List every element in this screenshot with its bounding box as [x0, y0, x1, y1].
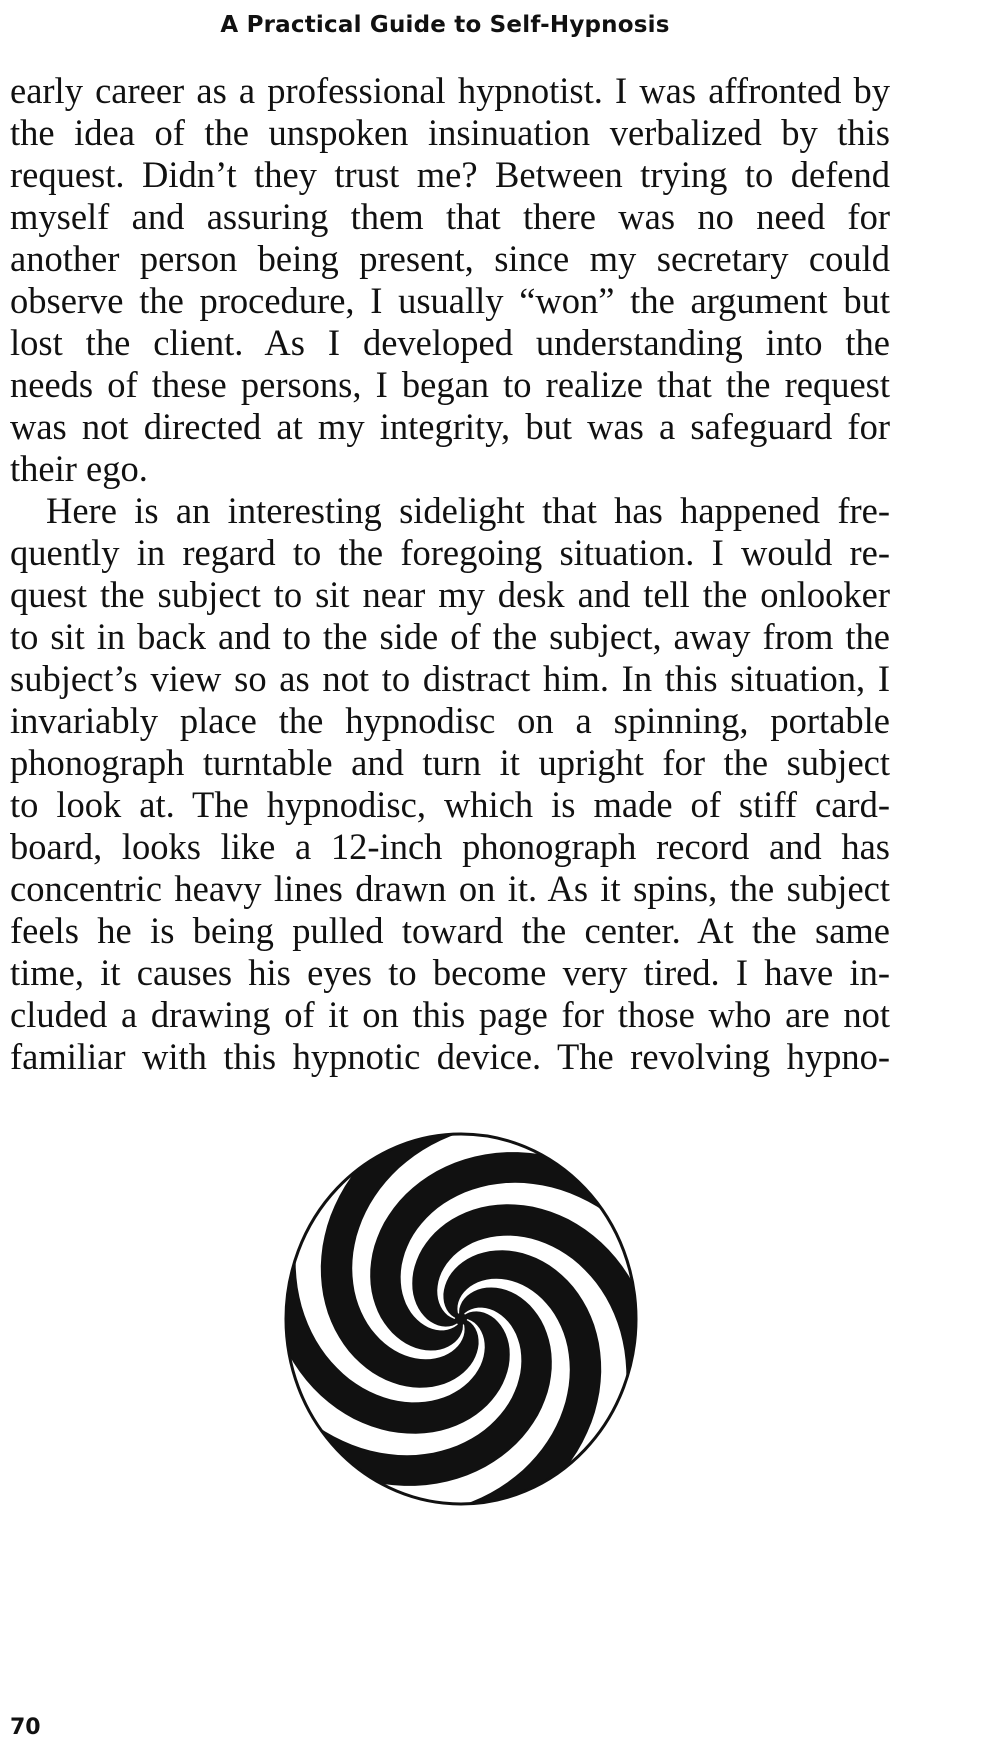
paragraph-2	[10, 490, 890, 1078]
text-line: phonograph turntable and turn it upright for the subject	[10, 742, 890, 783]
text-line: to look at. The hypnodisc, which is made of stiff card-	[10, 784, 890, 825]
hypnodisc-spiral-icon	[282, 1130, 640, 1508]
page-number: 70	[10, 1715, 41, 1740]
text-line: the idea of the unspoken insinuation verbalized by this	[10, 112, 890, 153]
hypnodisc-figure	[282, 1130, 640, 1508]
text-line: their ego.	[10, 448, 148, 489]
text-line: concentric heavy lines drawn on it. As it spins, the subject	[10, 868, 890, 909]
text-line: was not directed at my integrity, but was a safeguard for	[10, 406, 890, 447]
running-head: A Practical Guide to Self-Hypnosis	[220, 12, 670, 38]
text-line: subject’s view so as not to distract him. In this situation, I	[10, 658, 890, 699]
text-line: invariably place the hypnodisc on a spinning, portable	[10, 700, 890, 741]
text-line: needs of these persons, I began to realize that the request	[10, 364, 890, 405]
text-line: quest the subject to sit near my desk and tell the onlooker	[10, 574, 890, 615]
text-line: cluded a drawing of it on this page for those who are not	[10, 994, 890, 1035]
text-line: another person being present, since my secretary could	[10, 238, 890, 279]
text-line: lost the client. As I developed understanding into the	[10, 322, 890, 363]
text-line: time, it causes his eyes to become very tired. I have in-	[10, 952, 890, 993]
text-line: feels he is being pulled toward the center. At the same	[10, 910, 890, 951]
text-line: early career as a professional hypnotist. I was affronted by	[10, 70, 890, 111]
paragraph-1	[10, 70, 890, 490]
text-line: to sit in back and to the side of the subject, away from the	[10, 616, 890, 657]
text-line: quently in regard to the foregoing situation. I would re-	[10, 532, 890, 573]
text-line: request. Didn’t they trust me? Between trying to defend	[10, 154, 890, 195]
text-line: myself and assuring them that there was no need for	[10, 196, 890, 237]
text-line: board, looks like a 12-inch phonograph record and has	[10, 826, 890, 867]
text-line: observe the procedure, I usually “won” the argument but	[10, 280, 890, 321]
text-line: familiar with this hypnotic device. The revolving hypno-	[10, 1036, 890, 1077]
spiral-center	[455, 1313, 467, 1325]
text-line: Here is an interesting sidelight that has happened fre-	[46, 490, 890, 531]
body-text	[10, 70, 890, 1078]
